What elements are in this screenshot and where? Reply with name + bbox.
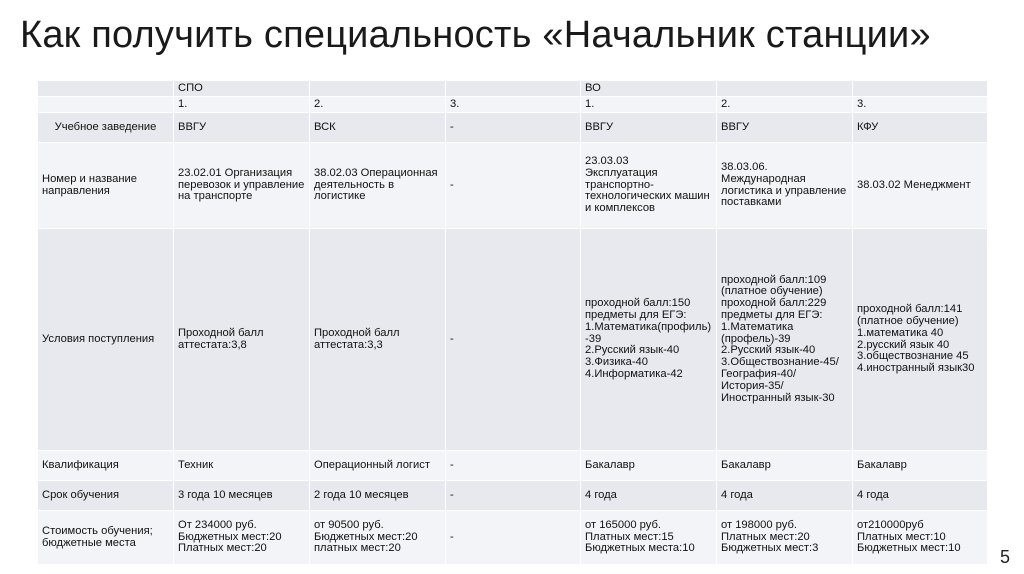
table-cell: От 234000 руб. Бюджетных мест:20 Платных мест:20 [174, 511, 310, 565]
table-cell: ВВГУ [174, 113, 310, 143]
table-row [38, 143, 988, 229]
table-cell: проходной балл:109 (платное обучение) проходной балл:229 предметы для ЕГЭ: 1.Математика (профель)-39 2.Русский язык-40 3.Обществознание-45/География-40/История-35/Иностранный язык-30 [717, 229, 853, 451]
header-group-cell: СПО [174, 81, 310, 97]
table-cell: - [446, 451, 581, 481]
table-row [38, 451, 988, 481]
table-row [38, 511, 988, 565]
table-cell: 38.03.06. Международная логистика и управление поставками [717, 143, 853, 229]
table-row [38, 113, 988, 143]
table-cell: ВВГУ [581, 113, 717, 143]
page-number: 5 [999, 547, 1010, 567]
table-cell: проходной балл:150 предметы для ЕГЭ: 1.Математика(профиль)-39 2.Русский язык-40 3.Физика-40 4.Информатика-42 [581, 229, 717, 451]
header-number-cell: 3. [446, 97, 581, 113]
table-cell: - [446, 481, 581, 511]
table-row [38, 229, 988, 451]
header-number-cell [38, 97, 174, 113]
table-cell: - [446, 143, 581, 229]
row-label: Учебное заведение [38, 113, 174, 143]
table-cell: от 165000 руб. Платных мест:15 Бюджетных места:10 [581, 511, 717, 565]
header-group-cell [853, 81, 988, 97]
table-cell: 23.03.03 Эксплуатация транспортно-технологических машин и комплексов [581, 143, 717, 229]
header-group-cell [717, 81, 853, 97]
header-number-cell: 1. [174, 97, 310, 113]
table-row [38, 481, 988, 511]
table-cell: Техник [174, 451, 310, 481]
table-cell: Бакалавр [717, 451, 853, 481]
table-cell: ВСК [310, 113, 446, 143]
row-label: Стоимость обучения; бюджетные места [38, 511, 174, 565]
table-cell: 23.02.01 Организация перевозок и управление на транспорте [174, 143, 310, 229]
table-cell: - [446, 113, 581, 143]
header-number-row [38, 97, 988, 113]
table-cell: КФУ [853, 113, 988, 143]
table-cell: 4 года [717, 481, 853, 511]
header-number-cell: 1. [581, 97, 717, 113]
table-cell: 38.03.02 Менеджмент [853, 143, 988, 229]
row-label: Срок обучения [38, 481, 174, 511]
header-group-cell [310, 81, 446, 97]
header-group-cell [446, 81, 581, 97]
table-cell: 4 года [853, 481, 988, 511]
row-label: Номер и название направления [38, 143, 174, 229]
table-cell: от210000руб Платных мест:10 Бюджетных мест:10 [853, 511, 988, 565]
header-group-cell: ВО [581, 81, 717, 97]
table-cell: 3 года 10 месяцев [174, 481, 310, 511]
table-cell: от 198000 руб. Платных мест:20 Бюджетных мест:3 [717, 511, 853, 565]
table-cell: 38.02.03 Операционная деятельность в логистике [310, 143, 446, 229]
table-cell: - [446, 511, 581, 565]
table-cell: Бакалавр [853, 451, 988, 481]
table-cell: проходной балл:141 (платное обучение) 1.математика 40 2.русский язык 40 3.обществознание 45 4.иностранный язык30 [853, 229, 988, 451]
table-cell: ВВГУ [717, 113, 853, 143]
table-cell: Операционный логист [310, 451, 446, 481]
header-group-row [38, 81, 988, 97]
row-label: Квалификация [38, 451, 174, 481]
slide-title: Как получить специальность «Начальник станции» [20, 14, 931, 56]
table-cell: Бакалавр [581, 451, 717, 481]
table-cell: - [446, 229, 581, 451]
header-number-cell: 2. [310, 97, 446, 113]
header-group-cell [38, 81, 174, 97]
table-cell: Проходной балл аттестата:3,8 [174, 229, 310, 451]
specialty-table [37, 80, 988, 565]
header-number-cell: 2. [717, 97, 853, 113]
table-cell: 2 года 10 месяцев [310, 481, 446, 511]
table-cell: Проходной балл аттестата:3,3 [310, 229, 446, 451]
row-label: Условия поступления [38, 229, 174, 451]
table-cell: от 90500 руб. Бюджетных мест:20 платных мест:20 [310, 511, 446, 565]
table-cell: 4 года [581, 481, 717, 511]
header-number-cell: 3. [853, 97, 988, 113]
